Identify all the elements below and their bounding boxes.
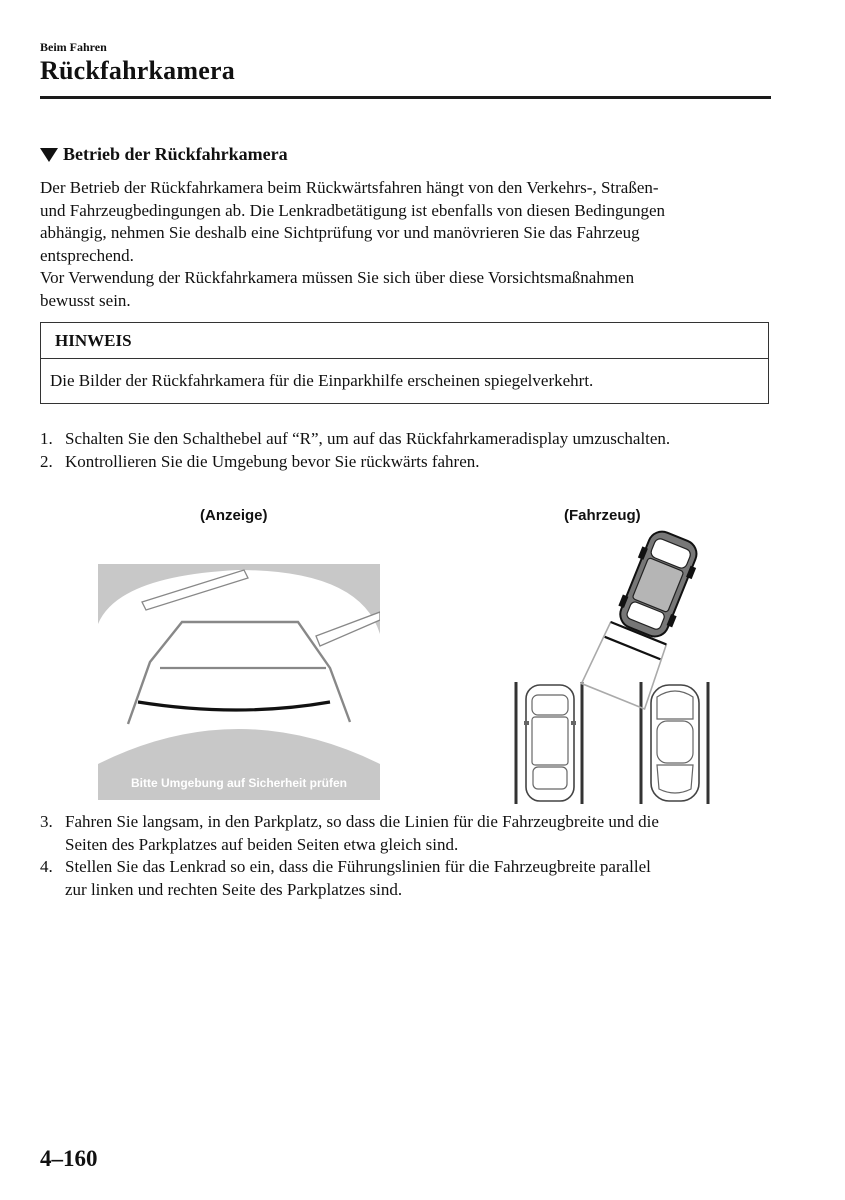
parked-car-left	[524, 685, 576, 801]
intro-paragraph	[40, 177, 770, 312]
screen-caption: Bitte Umgebung auf Sicherheit prüfen	[130, 776, 347, 790]
step-number: 4.	[40, 857, 53, 876]
title-rule	[40, 96, 771, 99]
step-text: Schalten Sie den Schalthebel auf “R”, um auf das Rückfahrkameradisplay umzuschalten.	[65, 429, 671, 448]
step-text: Kontrollieren Sie die Umgebung bevor Sie rückwärts fahren.	[65, 451, 480, 471]
sub-heading	[40, 144, 288, 165]
intro-line: Der Betrieb der Rückfahrkamera beim Rückwärtsfahren hängt von den Verkehrs-, Straßen-	[40, 178, 659, 197]
step-text: zur linken und rechten Seite des Parkplatzes sind.	[65, 879, 403, 899]
page-title: Rückfahrkamera	[40, 56, 235, 85]
triangle-down-icon	[40, 148, 58, 162]
parked-car-right	[651, 685, 699, 801]
step-number: 2.	[40, 451, 53, 471]
steps-list-a	[40, 428, 780, 473]
section-label: Beim Fahren	[40, 40, 107, 54]
note-text: Die Bilder der Rückfahrkamera für die Einparkhilfe erscheinen spiegelverkehrt.	[50, 371, 594, 390]
list-item	[40, 811, 780, 856]
camera-display-illustration	[98, 564, 380, 800]
vehicle-label: (Fahrzeug)	[564, 507, 641, 524]
intro-line: und Fahrzeugbedingungen ab. Die Lenkradbetätigung ist ebenfalls von diesen Bedingungen	[40, 200, 666, 220]
note-header	[41, 323, 768, 359]
intro-line: Vor Verwendung der Rückfahrkamera müssen Sie sich über diese Vorsichtsmaßnahmen	[40, 268, 635, 287]
list-item	[40, 428, 780, 451]
display-label: (Anzeige)	[200, 507, 268, 524]
note-title: HINWEIS	[55, 331, 132, 350]
steps-list-b	[40, 811, 780, 901]
note-box	[40, 322, 769, 404]
list-item	[40, 856, 780, 901]
list-item	[40, 451, 780, 474]
step-number: 1.	[40, 429, 53, 448]
reversing-guide-line	[605, 637, 661, 659]
reversing-car	[582, 530, 709, 709]
step-number: 3.	[40, 812, 53, 831]
step-text: Fahren Sie langsam, in den Parkplatz, so dass die Linien für die Fahrzeugbreite und die	[65, 812, 659, 831]
step-text: Stellen Sie das Lenkrad so ein, dass die Führungslinien für die Fahrzeugbreite parallel	[65, 857, 651, 876]
sub-heading-text: Betrieb der Rückfahrkamera	[63, 144, 288, 164]
page-number: 4–160	[40, 1146, 98, 1171]
vehicle-illustration	[508, 530, 718, 806]
intro-line: abhängig, nehmen Sie deshalb eine Sichtprüfung vor und manövrieren Sie das Fahrzeug	[40, 223, 640, 242]
intro-line: bewusst sein.	[40, 290, 131, 310]
step-text: Seiten des Parkplatzes auf beiden Seiten etwa gleich sind.	[65, 834, 459, 854]
intro-line: entsprechend.	[40, 245, 134, 265]
